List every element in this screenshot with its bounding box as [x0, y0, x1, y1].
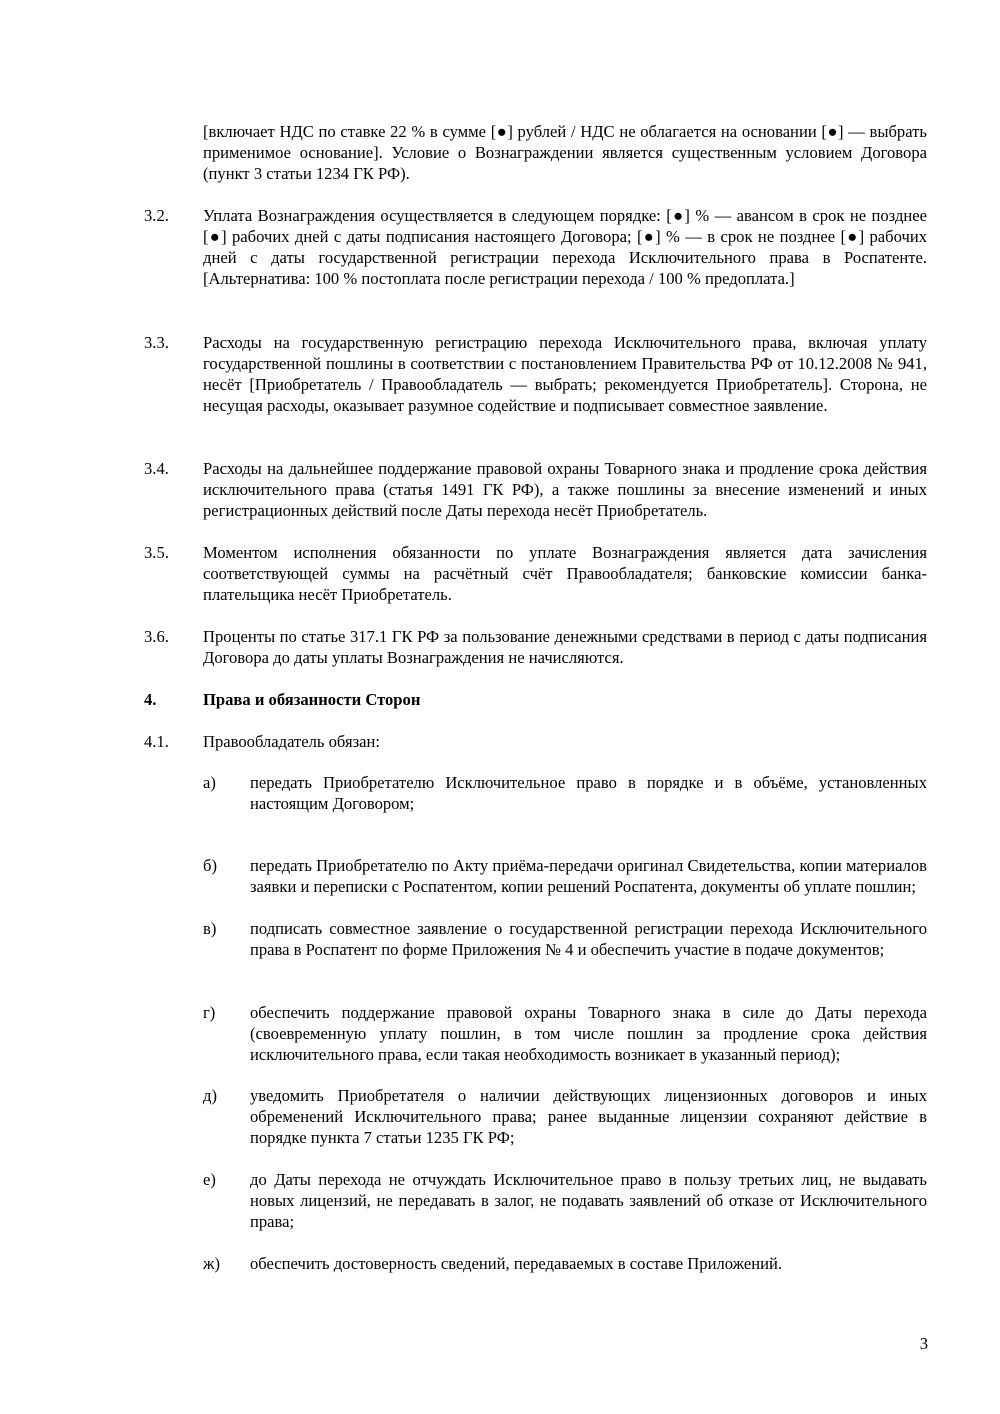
- clause-number: 3.4.: [144, 459, 169, 478]
- clause-4-1: [144, 731, 927, 752]
- subitem-letter: б): [203, 856, 217, 875]
- clause-text: Расходы на дальнейшее поддержание правовой охраны Товарного знака и продление срока действия исключительного права (статья 1491 ГК РФ), а также пошлины за внесение изменений и иных регистрационных действий после Даты перехода несёт Приобретатель.: [203, 459, 927, 520]
- clause-text: Моментом исполнения обязанности по уплате Вознаграждения является дата зачисления соответствующей суммы на расчётный счёт Правообладателя; банковские комиссии банка-плательщика несёт Приобретатель.: [203, 543, 927, 604]
- clause-3-1-continuation: [включает НДС по ставке 22 % в сумме [●] рублей / НДС не облагается на основании [●] — выбрать применимое основание]. Условие о Вознаграждении является существенным условием Договора (пункт 3 статьи 1234 ГК РФ).: [203, 122, 927, 183]
- subitem-text: передать Приобретателю по Акту приёма-передачи оригинал Свидетельства, копии материалов заявки и переписки с Роспатентом, копии решений Роспатента, документы об уплате пошлин;: [250, 856, 927, 896]
- subitem-e: [203, 1169, 927, 1232]
- clause-number: 3.2.: [144, 206, 169, 225]
- subitem-d: [203, 1085, 927, 1148]
- subitem-letter: ж): [203, 1254, 220, 1273]
- clause-text: Проценты по статье 317.1 ГК РФ за пользование денежными средствами в период с даты подписания Договора до даты уплаты Вознаграждения не начисляются.: [203, 627, 927, 667]
- subitem-letter: е): [203, 1170, 216, 1189]
- clause-number: 3.6.: [144, 627, 169, 646]
- subitem-letter: а): [203, 773, 216, 792]
- subitem-text: подписать совместное заявление о государственной регистрации перехода Исключительного права в Роспатент по форме Приложения № 4 и обеспечить участие в подаче документов;: [250, 919, 927, 959]
- subitem-g: [203, 1002, 927, 1065]
- clause-3-3: [144, 332, 927, 416]
- section-number: 4.: [144, 690, 157, 709]
- clause-number: 3.3.: [144, 333, 169, 352]
- clause-text: Правообладатель обязан:: [203, 732, 380, 751]
- clause-text: Уплата Вознаграждения осуществляется в следующем порядке: [●] % — авансом в срок не позднее [●] рабочих дней с даты подписания настоящего Договора; [●] % — в срок не позднее [●] рабочих дней с даты государственной регистрации перехода Исключительного права в Роспатенте. [Альтернатива: 100 % постоплата после регистрации перехода / 100 % предоплата.]: [203, 206, 927, 288]
- subitem-letter: г): [203, 1003, 216, 1022]
- subitem-a: [203, 772, 927, 814]
- page-number: 3: [919, 1334, 928, 1353]
- section-4-heading: [144, 689, 927, 710]
- clause-3-6: [144, 626, 927, 668]
- section-title: Права и обязанности Сторон: [203, 690, 421, 709]
- clause-3-4: [144, 458, 927, 521]
- subitem-letter: в): [203, 919, 217, 938]
- clause-3-2: [144, 205, 927, 289]
- clause-number: 3.5.: [144, 543, 169, 562]
- clause-3-5: [144, 542, 927, 605]
- subitem-letter: д): [203, 1086, 217, 1105]
- subitem-zh: [203, 1253, 927, 1274]
- subitem-text: обеспечить достоверность сведений, передаваемых в составе Приложений.: [250, 1254, 783, 1273]
- subitem-text: уведомить Приобретателя о наличии действующих лицензионных договоров и иных обременений Исключительного права; ранее выданные лицензии сохраняют действие в порядке пункта 7 статьи 1235 ГК РФ;: [250, 1086, 927, 1147]
- subitem-text: до Даты перехода не отчуждать Исключительное право в пользу третьих лиц, не выдавать новых лицензий, не передавать в залог, не подавать заявлений об отказе от Исключительного права;: [250, 1170, 927, 1231]
- subitem-b: [203, 855, 927, 897]
- clause-text: Расходы на государственную регистрацию перехода Исключительного права, включая уплату государственной пошлины в соответствии с постановлением Правительства РФ от 10.12.2008 № 941, несёт [Приобретатель / Правообладатель — выбрать; рекомендуется Приобретатель]. Сторона, не несущая расходы, оказывает разумное содействие и подписывает совместное заявление.: [203, 333, 927, 415]
- subitem-v: [203, 918, 927, 960]
- subitem-text: обеспечить поддержание правовой охраны Товарного знака в силе до Даты перехода (своевременную уплату пошлин, в том числе пошлин за продление срока действия исключительного права, если такая необходимость возникает в указанный период);: [250, 1003, 927, 1064]
- clause-number: 4.1.: [144, 732, 169, 751]
- subitem-text: передать Приобретателю Исключительное право в порядке и в объёме, установленных настоящим Договором;: [250, 773, 927, 813]
